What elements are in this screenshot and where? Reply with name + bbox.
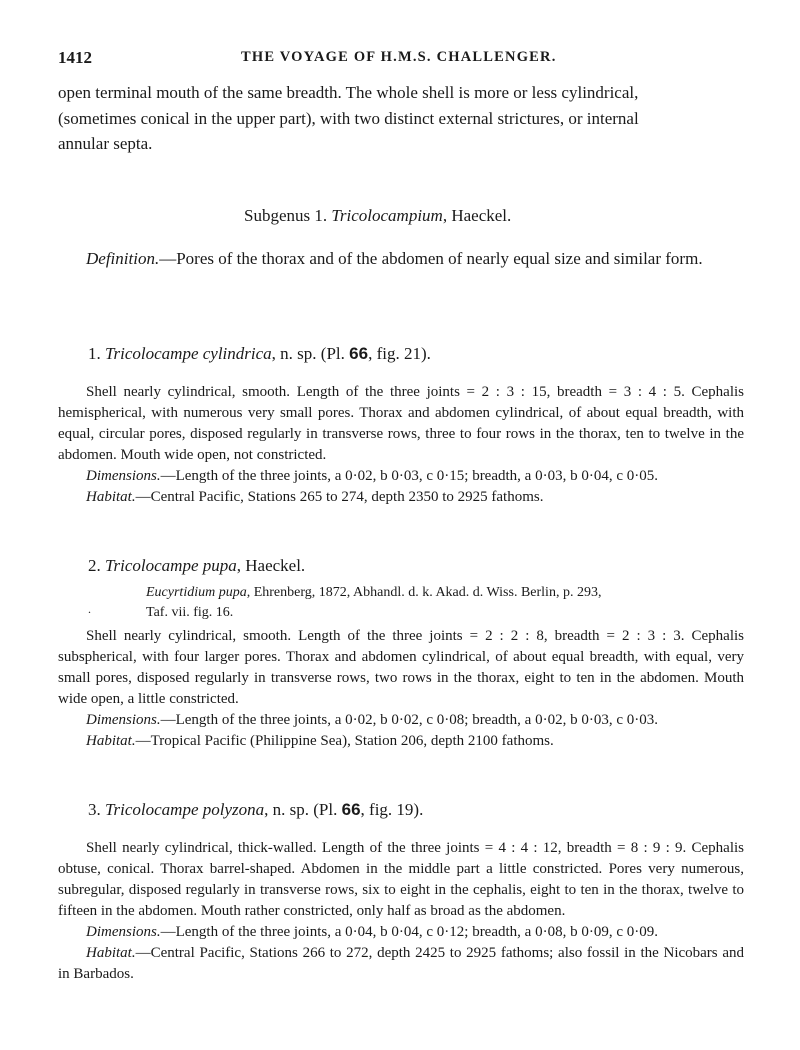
intro-line: open terminal mouth of the same breadth. The whole shell is more or less cylindrical,: [58, 83, 639, 102]
species-name: Tricolocampe polyzona: [105, 800, 265, 819]
running-title: THE VOYAGE OF H.M.S. CHALLENGER.: [241, 49, 557, 65]
definition-text: —Pores of the thorax and of the abdomen of nearly equal size and similar form.: [159, 249, 703, 268]
subgenus-name: Tricolocampium: [331, 206, 443, 225]
habitat-line: Habitat.—Central Pacific, Stations 266 to 272, depth 2425 to 2925 fathoms; also fossil in the Nicobars and in Barbados.: [58, 945, 744, 982]
subgenus-heading: [244, 206, 511, 226]
definition-paragraph: [58, 246, 744, 272]
species-description: Shell nearly cylindrical, smooth. Length of the three joints = 2 : 2 : 8, breadth = 2 : 3 : 3. Cephalis subspherical, with four larger pores. Thorax and abdomen cylindrical, of about equal breadth, with equal, very small pores, disposed regularly in transverse rows, two rows in the thorax, eight to ten in the abdomen. Mouth wide open, a little constricted. Dimensions.—Length of the three joints, a 0·02, b 0·02, c 0·08; breadth, a 0·02, b 0·03, c 0·03. Habitat.—Tropical Pacific (Philippine Sea), Station 206, depth 2100 fathoms.: [58, 626, 744, 752]
species-description: Shell nearly cylindrical, thick-walled. Length of the three joints = 4 : 4 : 12, breadth = 8 : 9 : 9. Cephalis obtuse, conical. Thorax barrel-shaped. Abdomen in the middle part a little constricted. Pores very numerous, subregular, disposed regularly in transverse rows, six to eight in the cephalis, eight to ten in the thorax, twelve to fifteen in the abdomen. Mouth rather constricted, only half as broad as the abdomen. Dimensions.—Length of the three joints, a 0·04, b 0·04, c 0·12; breadth, a 0·08, b 0·09, c 0·09. Habitat.—Central Pacific, Stations 266 to 272, depth 2425 to 2925 fathoms; also fossil in the Nicobars and in Barbados.: [58, 838, 744, 985]
running-header: [58, 48, 748, 70]
subgenus-author: , Haeckel.: [442, 206, 512, 225]
plate-number: 66: [341, 800, 361, 819]
dimensions-line: Dimensions.—Length of the three joints, a 0·04, b 0·04, c 0·12; breadth, a 0·08, b 0·09, c 0·09.: [86, 924, 658, 940]
intro-line: annular septa.: [58, 134, 153, 153]
species-name: Tricolocampe pupa: [105, 556, 237, 575]
dimensions-line: Dimensions.—Length of the three joints, a 0·02, b 0·03, c 0·15; breadth, a 0·03, b 0·04, c 0·05.: [86, 468, 658, 484]
synonym-citation: Eucyrtidium pupa, Ehrenberg, 1872, Abhandl. d. k. Akad. d. Wiss. Berlin, p. 293, Taf. vii. fig. 16.: [146, 585, 602, 620]
definition-label: Definition.: [86, 249, 160, 268]
species-heading: 1. Tricolocampe cylindrica, n. sp. (Pl. 66, fig. 21).: [88, 344, 431, 363]
habitat-line: Habitat.—Tropical Pacific (Philippine Sea), Station 206, depth 2100 fathoms.: [86, 733, 554, 749]
intro-line: (sometimes conical in the upper part), with two distinct external strictures, or internal: [58, 108, 639, 128]
species-heading: 3. Tricolocampe polyzona, n. sp. (Pl. 66, fig. 19).: [88, 800, 424, 819]
species-name: Tricolocampe cylindrica: [105, 344, 272, 363]
page-number: 1412: [58, 48, 92, 67]
subgenus-prefix: Subgenus 1.: [244, 206, 328, 225]
plate-number: 66: [349, 344, 369, 363]
stray-mark: .: [88, 602, 91, 616]
species-heading: 2. Tricolocampe pupa, Haeckel.: [88, 556, 306, 575]
dimensions-line: Dimensions.—Length of the three joints, a 0·02, b 0·02, c 0·08; breadth, a 0·02, b 0·03, c 0·03.: [86, 712, 658, 728]
synonym-name: Eucyrtidium pupa: [146, 585, 247, 600]
species-description: Shell nearly cylindrical, smooth. Length of the three joints = 2 : 3 : 15, breadth = 3 : 4 : 5. Cephalis hemispherical, with numerous very small pores. Thorax and abdomen cylindrical, of about equal breadth, with equal, circular pores, disposed regularly in transverse rows, three to four rows in the thorax, ten to twelve in the abdomen. Mouth wide open, not constricted. Dimensions.—Length of the three joints, a 0·02, b 0·03, c 0·15; breadth, a 0·03, b 0·04, c 0·05. Habitat.—Central Pacific, Stations 265 to 274, depth 2350 to 2925 fathoms.: [58, 382, 744, 508]
intro-paragraph: [58, 80, 744, 157]
habitat-line: Habitat.—Central Pacific, Stations 265 to 274, depth 2350 to 2925 fathoms.: [86, 489, 544, 505]
